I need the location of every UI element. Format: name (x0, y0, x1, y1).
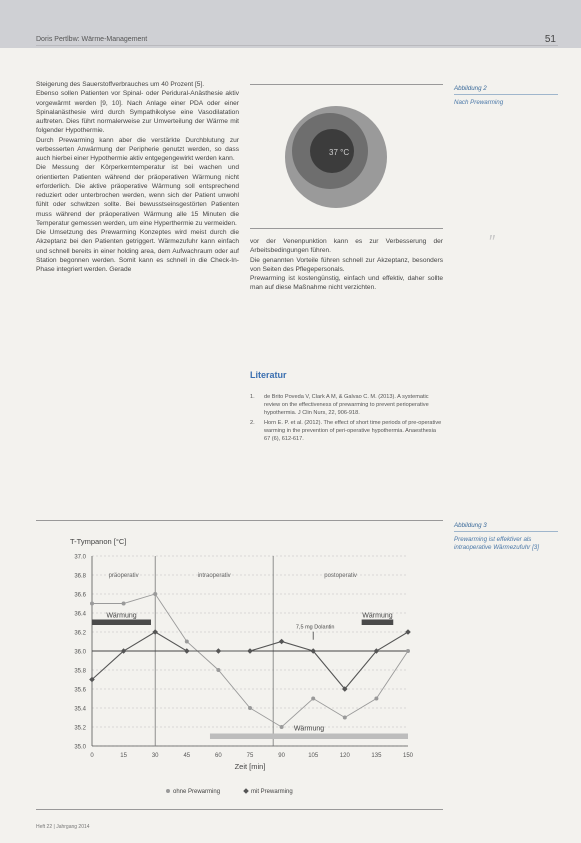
header-divider (36, 45, 558, 46)
data-point (247, 648, 253, 654)
paragraph: Die genannten Vorteile führen schnell zur Akzeptanz, besonders von Seiten des Pflegepersonals. (250, 256, 443, 273)
y-tick-label: 35.6 (74, 687, 86, 694)
x-tick-label: 60 (215, 753, 222, 759)
data-point (122, 602, 126, 606)
paragraph: Prewarming ist kostengünstig, einfach und effektiv, daher sollte man auf diese Maßnahme nicht verzichten. (250, 275, 443, 292)
caption-rule (454, 531, 558, 532)
phase-label: postoperativ (324, 572, 357, 579)
data-point (216, 668, 220, 672)
series-line (92, 632, 408, 689)
paragraph: vor der Venenpunktion kann es zur Verbesserung der Arbeitsbedingungen führen. (250, 238, 443, 255)
x-tick-label: 75 (246, 753, 254, 759)
core-temperature-label: 37 °C (329, 148, 350, 157)
reference-text: Horn E. P. et al. (2012). The effect of short time periods of pre-operative warming in the prevention of peri-operative hypothermia. Anaesthesia 67 (6), 612-617. (264, 420, 442, 442)
y-tick-label: 36.2 (74, 630, 86, 637)
x-tick-label: 90 (278, 753, 285, 759)
data-point (311, 697, 315, 701)
reference-list (250, 393, 443, 445)
reference-number: 1. (250, 394, 255, 400)
x-tick-label: 120 (339, 753, 350, 759)
y-tick-label: 35.0 (74, 744, 86, 751)
paragraph: Ebenso sollen Patienten vor Spinal- oder Peridural-Anästhesie aktiv vorgewärmt werden [9, 10]. Nach Anlage einer PDA oder einer Spinalanästhesie wird durch Sympathikolyse eine Vasodilatation auftreten. Dies führt normalerweise zur Umverteilung der Wärme mit folgender Hypothermie. (36, 90, 239, 135)
x-tick-label: 105 (308, 753, 319, 759)
scan-mark: ″ (489, 232, 496, 252)
temperature-line-chart (36, 521, 443, 809)
caption-rule (454, 94, 558, 95)
y-axis-label: T-Tympanon [°C] (70, 537, 127, 546)
y-tick-label: 35.8 (74, 668, 86, 675)
data-point (153, 592, 157, 596)
figure-temperature-chart (36, 520, 443, 810)
x-tick-label: 45 (183, 753, 191, 759)
reference-item (250, 419, 443, 443)
x-tick-label: 0 (90, 753, 94, 759)
data-point (216, 648, 222, 654)
legend-label: ohne Prewarming (173, 789, 221, 795)
warming-bar (210, 734, 408, 740)
x-tick-label: 15 (120, 753, 127, 759)
legend-label: mit Prewarming (251, 789, 293, 795)
phase-label: präoperativ (108, 572, 139, 579)
data-point (405, 629, 411, 635)
paragraph: Die Umsetzung des Prewarming Konzeptes wird meist durch die Akzeptanz bei den Patienten getriggert. Wärmezufuhr kann einfach und schnell bereits in einer holding area, dem Aufwachraum oder auf Station begonnen werden. Somit kann es schnell in die Check-In-Phase integriert werden. Gerade (36, 229, 239, 273)
running-title: Doris Pertlbw: Wärme-Management (36, 36, 148, 43)
paragraph: Die Messung der Körperkerntemperatur ist bei wachen und orientierten Patienten während der präoperativen Wärmung nicht erforderlich. Die aktive präoperative Wärmung soll entsprechend reduziert oder unterbrochen werden, wenn sich der Patient unwohl fühlt oder schwitzen sollte. Bei bewusstseinsgestörten Patienten muss während der präoperativen Wärmung alle 15 Minuten die Temperatur gemessen werden, um eine Hyperthermie zu vermeiden. (36, 164, 239, 227)
y-tick-label: 36.4 (74, 611, 86, 618)
paragraph: Durch Prewarming kann aber die verstärkte Durchblutung zur verbesserten Anwärmung der Peripherie genutzt werden, so dass auch hierbei einer Hypothermie aktiv entgegengewirkt werden kann. (36, 136, 239, 162)
page-number: 51 (544, 34, 556, 45)
warming-bar-label: Wärmung (362, 612, 393, 620)
figure-3-label: Abbildung 3 (454, 522, 487, 529)
annotation-label: 7,5 mg Dolantin (295, 624, 335, 631)
phase-label: intraoperativ (197, 572, 231, 579)
data-point (343, 716, 347, 720)
warming-bar-label: Wärmung (293, 725, 325, 733)
figure-thermal-image (250, 84, 443, 229)
data-point (374, 697, 378, 701)
x-tick-label: 135 (371, 753, 382, 759)
warming-bar (92, 620, 151, 626)
literature-heading: Literatur (250, 370, 287, 380)
y-tick-label: 35.2 (74, 725, 86, 732)
data-point (280, 725, 284, 729)
legend-marker (166, 789, 170, 793)
warming-bar-label: Wärmung (106, 612, 137, 620)
figure-2-label: Abbildung 2 (454, 85, 487, 92)
y-tick-label: 36.8 (74, 573, 86, 580)
y-tick-label: 37.0 (74, 554, 86, 561)
x-axis-label: Zeit [min] (234, 762, 266, 771)
figure-3-caption: Prewarming ist effektiver als intraoperative Wärmezufuhr [3] (454, 536, 539, 551)
y-tick-label: 36.6 (74, 592, 86, 599)
figure-2-caption: Nach Prewarming (454, 99, 504, 106)
legend-marker (243, 788, 249, 794)
paragraph: Steigerung des Sauerstoffverbrauches um 40 Prozent [5]. (36, 81, 205, 88)
warming-bar (362, 620, 394, 626)
reference-item (250, 393, 443, 417)
data-point (152, 629, 158, 635)
reference-number: 2. (250, 420, 255, 426)
left-text-column (36, 80, 239, 274)
data-point (90, 602, 94, 606)
data-point (185, 640, 189, 644)
reference-text: de Brito Poveda V, Clark A M, & Galvao C. M. (2013). A systematic review on the effectiveness of prewarming to prevent perioperative hypothermia. J Clin Nurs, 22, 906-918. (264, 394, 429, 416)
data-point (406, 649, 410, 653)
x-tick-label: 30 (151, 753, 159, 759)
data-point (248, 706, 252, 710)
data-point (184, 648, 190, 654)
data-point (279, 639, 285, 645)
y-tick-label: 36.0 (74, 649, 86, 656)
y-tick-label: 35.4 (74, 706, 86, 713)
middle-text-column (250, 237, 443, 293)
thermal-rings-graphic (250, 85, 443, 228)
x-tick-label: 150 (402, 753, 414, 759)
page-footer: Heft 22 | Jahrgang 2014 (36, 824, 90, 830)
